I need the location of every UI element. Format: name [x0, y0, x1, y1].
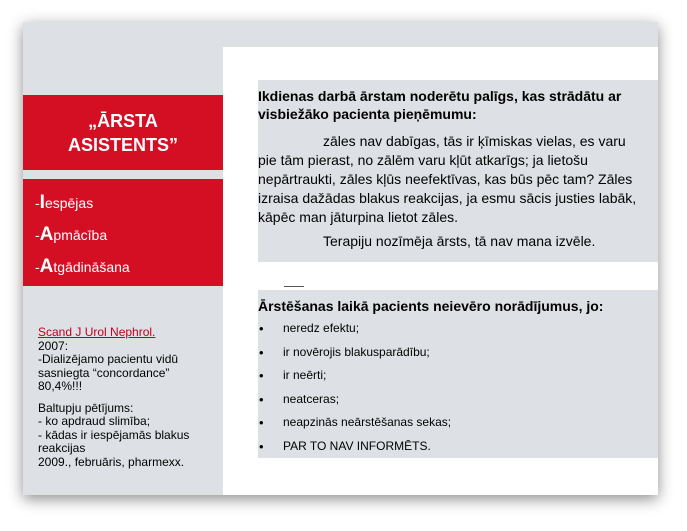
options-box [23, 179, 223, 286]
reasons-box [258, 290, 658, 458]
top-strip [223, 22, 658, 47]
option-item: -Iespējas [35, 192, 94, 213]
option-rest: pmācība [53, 227, 108, 243]
option-initial: I [39, 192, 45, 213]
assistant-box [258, 80, 658, 262]
baltic-title: Baltupju pētījums: [38, 400, 134, 415]
option-rest: espējas [44, 195, 94, 211]
list-item: • neredz efektu; [258, 317, 451, 341]
references [38, 326, 213, 469]
option-initial: A [39, 224, 54, 245]
title-line-2: ASISTENTS” [67, 134, 178, 155]
option-item: -Apmācība [35, 224, 108, 245]
assistant-footer: Terapiju nozīmēja ārsts, tā nav mana izvēle. [323, 233, 596, 249]
option-initial: A [39, 256, 54, 277]
title-banner [23, 95, 223, 170]
reference-dialysis: -Dializējamo pacientu vidū sasniegta “concordance” 80,4%!!! [38, 352, 179, 393]
list-item: • neapzinās neārstēšanas sekas; [258, 411, 451, 435]
list-item: • ir novērojis blakusparādību; [258, 341, 451, 365]
list-item: • PAR TO NAV INFORMĒTS. [258, 435, 451, 459]
reference-link[interactable]: Scand J Urol Nephrol. [38, 325, 156, 339]
list-item: • ir neērti; [258, 364, 451, 388]
reasons-heading: Ārstēšanas laikā pacients neievēro norādījumus, jo: [258, 298, 604, 314]
option-rest: tgādināšana [53, 259, 130, 275]
baltic-date: 2009., februāris, pharmexx. [38, 454, 185, 469]
baltic-item: - ko apdraud slimība; [38, 414, 151, 428]
list-item: • neatceras; [258, 388, 451, 412]
slide [23, 22, 658, 495]
baltic-item: - kādas ir iespējamās blakus reakcijas [38, 427, 190, 455]
reference-year: 2007: [38, 338, 69, 353]
reasons-list [258, 317, 451, 458]
assistant-body: zāles nav dabīgas, tās ir ķīmiskas vielas, es varu pie tām pierast, no zālēm varu kļūt atkarīgs; ja lietošu nepārtraukti, zāles kļūs neefektīvas, kas būs pēc tam? Zāles izraisa dažādas blakus reakcijas, ja esmu sācis justies labāk, kāpēc man jāturpina lietot zāles. [258, 133, 637, 225]
title-line-1: „ĀRSTA [88, 110, 158, 131]
option-item: -Atgādināšana [35, 256, 130, 277]
divider [284, 286, 304, 287]
assistant-heading: Ikdienas darbā ārstam noderētu palīgs, kas strādātu ar visbiežāko pacienta pieņēmumu: [258, 88, 622, 122]
